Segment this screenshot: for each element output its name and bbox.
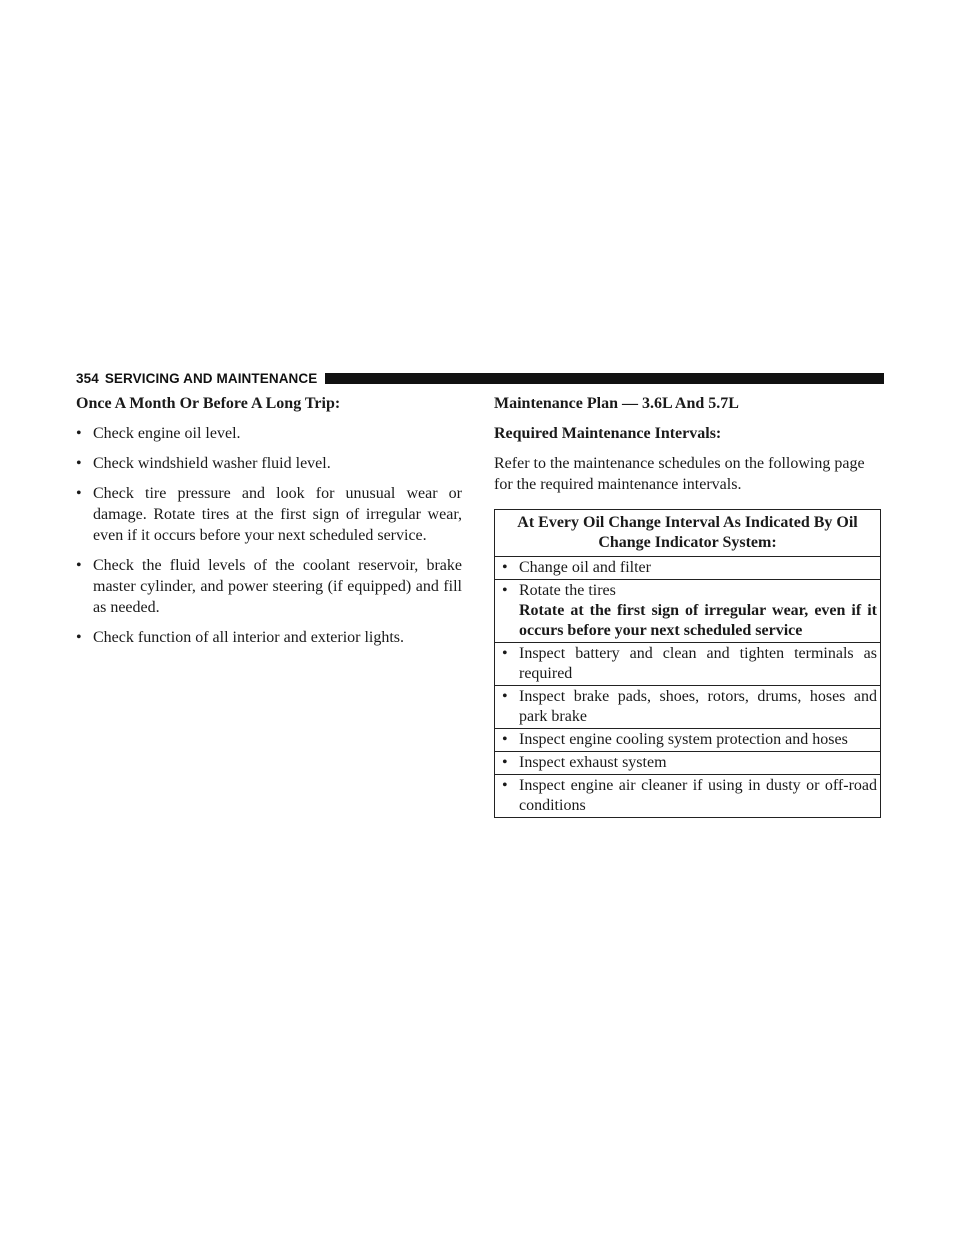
table-cell bbox=[495, 643, 881, 686]
section-title: SERVICING AND MAINTENANCE bbox=[104, 370, 318, 386]
cell-content bbox=[502, 687, 877, 727]
bullet-icon: • bbox=[502, 559, 508, 576]
monthly-check-heading: Once A Month Or Before A Long Trip: bbox=[76, 395, 341, 412]
list-item-text: Check tire pressure and look for unusual wear or damage. Rotate tires at the first sign of irregular wear, even if it occurs before your next scheduled service. bbox=[93, 485, 462, 544]
list-item bbox=[76, 423, 462, 444]
table-row bbox=[495, 729, 881, 752]
bullet-icon: • bbox=[76, 485, 82, 502]
intervals-paragraph: Refer to the maintenance schedules on the following page for the required maintenance intervals. bbox=[494, 455, 865, 493]
bullet-icon: • bbox=[76, 629, 82, 646]
table-cell bbox=[495, 752, 881, 775]
table-cell bbox=[495, 580, 881, 643]
list-item bbox=[76, 555, 462, 618]
row-text: Inspect engine cooling system protection and hoses bbox=[519, 731, 848, 748]
right-column bbox=[494, 393, 881, 818]
cell-content bbox=[502, 558, 877, 578]
row-text: Inspect engine air cleaner if using in dusty or off-road conditions bbox=[519, 777, 877, 814]
row-note: Rotate at the first sign of irregular wear, even if it occurs before your next scheduled service bbox=[519, 602, 877, 639]
header-rule bbox=[325, 373, 884, 384]
cell-content bbox=[502, 776, 877, 816]
list-item-text: Check the fluid levels of the coolant reservoir, brake master cylinder, and power steering (if equipped) and fill as needed. bbox=[93, 557, 462, 616]
list-item bbox=[76, 483, 462, 546]
table-row bbox=[495, 775, 881, 818]
bullet-icon: • bbox=[502, 777, 508, 794]
maintenance-plan-heading: Maintenance Plan — 3.6L And 5.7L bbox=[494, 395, 739, 412]
row-text: Inspect battery and clean and tighten terminals as required bbox=[519, 645, 877, 682]
cell-content bbox=[502, 644, 877, 684]
bullet-icon: • bbox=[76, 455, 82, 472]
bullet-icon: • bbox=[502, 688, 508, 705]
cell-content bbox=[502, 730, 877, 750]
bullet-icon: • bbox=[76, 557, 82, 574]
table-row bbox=[495, 580, 881, 643]
cell-content bbox=[502, 753, 877, 773]
row-text: Inspect brake pads, shoes, rotors, drums, hoses and park brake bbox=[519, 688, 877, 725]
table-header: At Every Oil Change Interval As Indicated By Oil Change Indicator System: bbox=[495, 510, 881, 557]
list-item-text: Check engine oil level. bbox=[93, 425, 241, 442]
table-row bbox=[495, 752, 881, 775]
list-item-text: Check windshield washer fluid level. bbox=[93, 455, 331, 472]
row-text: Inspect exhaust system bbox=[519, 754, 667, 771]
list-item bbox=[76, 627, 462, 648]
page-number: 354 bbox=[76, 370, 99, 386]
list-item bbox=[76, 453, 462, 474]
left-column bbox=[76, 393, 462, 657]
monthly-check-list bbox=[76, 423, 462, 648]
table-cell bbox=[495, 729, 881, 752]
table-row bbox=[495, 557, 881, 580]
row-text: Rotate the tires bbox=[519, 582, 616, 599]
list-item-text: Check function of all interior and exterior lights. bbox=[93, 629, 405, 646]
bullet-icon: • bbox=[502, 582, 508, 599]
bullet-icon: • bbox=[76, 425, 82, 442]
oil-change-table bbox=[494, 509, 881, 818]
table-cell bbox=[495, 775, 881, 818]
bullet-icon: • bbox=[502, 731, 508, 748]
row-text: Change oil and filter bbox=[519, 559, 651, 576]
bullet-icon: • bbox=[502, 754, 508, 771]
table-header-row bbox=[495, 510, 881, 557]
bullet-icon: • bbox=[502, 645, 508, 662]
table-row bbox=[495, 643, 881, 686]
page-header-text bbox=[76, 371, 317, 386]
table-row bbox=[495, 686, 881, 729]
page-header bbox=[76, 369, 884, 387]
table-cell bbox=[495, 557, 881, 580]
cell-content bbox=[502, 581, 877, 641]
table-cell bbox=[495, 686, 881, 729]
required-intervals-heading: Required Maintenance Intervals: bbox=[494, 425, 722, 442]
